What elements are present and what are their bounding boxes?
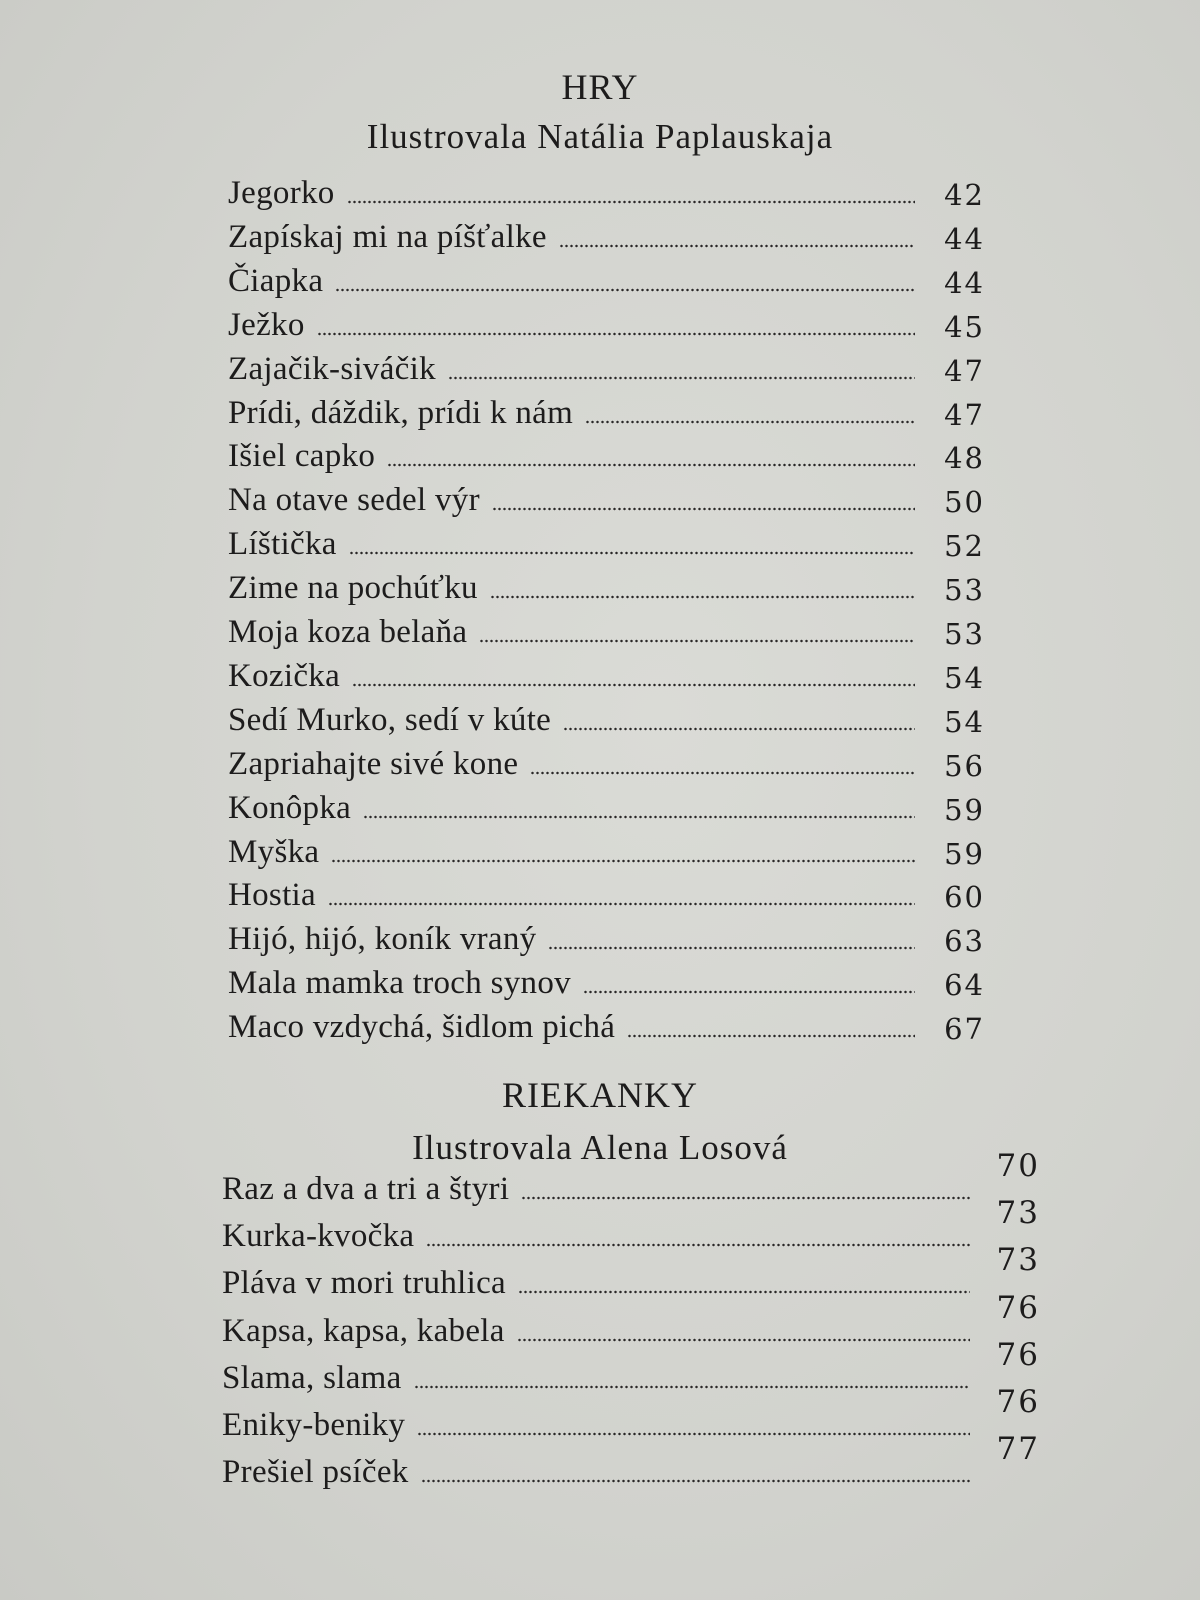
toc-entry: [228, 258, 985, 298]
toc-entry-page-number: 53: [944, 617, 985, 651]
dot-leader: [448, 376, 915, 380]
toc-entry: [228, 829, 985, 869]
dot-leader: [352, 683, 915, 687]
dot-leader: [414, 1385, 970, 1389]
dot-leader: [417, 1432, 970, 1436]
toc-entry-title: Zapískaj mi na píšťalke: [228, 218, 547, 255]
toc-entry-title: Ježko: [228, 306, 305, 343]
dot-leader: [479, 639, 915, 643]
toc-entry-page-number: 77: [996, 1431, 1040, 1468]
toc-entry: [228, 741, 985, 781]
toc-entry-title: Pláva v mori truhlica: [222, 1265, 506, 1302]
toc-entry: [222, 1384, 1040, 1443]
section-title: RIEKANKY: [502, 1075, 698, 1115]
dot-leader: [518, 1290, 970, 1294]
toc-entry-title: Na otave sedel výr: [228, 482, 480, 519]
toc-entry: [228, 872, 985, 915]
toc-entry-title: Prešiel psíček: [222, 1454, 409, 1491]
toc-entry: [222, 1431, 1040, 1491]
toc-entry-page-number: 59: [944, 836, 985, 871]
dot-leader: [363, 815, 915, 819]
toc-entry-page-number: 44: [944, 265, 985, 300]
toc-entry-title: Eniky-beniky: [222, 1407, 406, 1443]
toc-entry-page-number: 64: [944, 968, 985, 1003]
dot-leader: [521, 1196, 970, 1200]
toc-entry: [222, 1148, 1040, 1207]
toc-entry: [228, 785, 985, 825]
dot-leader: [490, 595, 915, 599]
toc-entry-page-number: 47: [944, 397, 985, 432]
toc-entry-title: Mala mamka troch synov: [228, 965, 571, 1002]
toc-entry-page-number: 54: [944, 704, 985, 739]
toc-entry-title: Kozička: [228, 657, 341, 694]
toc-entry-page-number: 63: [944, 924, 985, 959]
toc-entry-page-number: 50: [944, 485, 985, 520]
dot-leader: [328, 902, 915, 906]
toc-entry-title: Prídi, dáždik, prídi k nám: [228, 394, 574, 431]
dot-leader: [335, 288, 915, 292]
dot-leader: [530, 771, 915, 775]
dot-leader: [548, 946, 915, 950]
toc-entry-title: Zajačik-siváčik: [228, 350, 436, 387]
toc-entry: [228, 477, 985, 520]
toc-entry-page-number: 48: [944, 441, 985, 476]
toc-entry: [228, 302, 985, 342]
toc-entry: [228, 170, 985, 210]
toc-entry-page-number: 53: [944, 573, 985, 608]
dot-leader: [583, 990, 915, 994]
toc-entry-title: Sedí Murko, sedí v kúte: [228, 701, 552, 738]
dot-leader: [563, 727, 915, 731]
toc-entry: [228, 433, 985, 476]
toc-entry-page-number: 70: [996, 1148, 1040, 1184]
section-title: HRY: [561, 67, 639, 107]
toc-entry-page-number: 47: [944, 353, 985, 388]
toc-entry-page-number: 76: [996, 1289, 1040, 1326]
dot-leader: [347, 200, 915, 204]
dot-leader: [517, 1338, 970, 1342]
toc-entry: [222, 1289, 1040, 1349]
toc-entry-title: Hijó, hijó, koník vraný: [228, 921, 537, 958]
dot-leader: [387, 463, 915, 467]
toc-entry-page-number: 60: [944, 880, 985, 915]
toc-entry-page-number: 67: [944, 1012, 985, 1047]
toc-entry: [228, 346, 985, 386]
toc-entry: [222, 1336, 1040, 1396]
dot-leader: [559, 244, 915, 248]
toc-entry-title: Raz a dva a tri a štyri: [222, 1171, 510, 1207]
toc-entry-page-number: 73: [996, 1195, 1040, 1232]
dot-leader: [492, 507, 915, 511]
toc-entry: [228, 609, 985, 649]
toc-entry-page-number: 45: [944, 309, 985, 344]
toc-entry-title: Líštička: [228, 526, 337, 563]
illustrator-credit: Ilustrovala Natália Paplauskaja: [366, 117, 834, 156]
toc-entry-title: Kapsa, kapsa, kabela: [222, 1312, 505, 1349]
toc-entry-page-number: 52: [944, 529, 985, 564]
dot-leader: [627, 1034, 915, 1038]
toc-entry-page-number: 76: [996, 1384, 1040, 1420]
toc-entry-page-number: 73: [996, 1242, 1040, 1279]
dot-leader: [585, 420, 915, 424]
toc-entry-page-number: 59: [944, 792, 985, 827]
toc-entry-title: Konôpka: [228, 789, 352, 826]
illustrator-credit: Ilustrovala Alena Losová: [412, 1128, 788, 1167]
toc-entry-page-number: 42: [944, 178, 985, 212]
toc-entry-title: Kurka-kvočka: [222, 1218, 415, 1255]
toc-entry: [228, 565, 985, 608]
dot-leader: [331, 859, 915, 863]
toc-entry-title: Hostia: [228, 877, 316, 914]
toc-entry-title: Slama, slama: [222, 1359, 402, 1396]
toc-entry-title: Maco vzdychá, šidlom pichá: [228, 1009, 616, 1046]
dot-leader: [426, 1243, 970, 1247]
toc-entry: [228, 960, 985, 1003]
toc-entry-title: Čiapka: [228, 262, 324, 299]
toc-entry-title: Jegorko: [228, 175, 335, 211]
toc-entry-title: Myška: [228, 833, 320, 870]
toc-entry-title: Zapriahajte sivé kone: [228, 745, 519, 782]
toc-entry: [228, 916, 985, 959]
toc-entry-page-number: 56: [944, 748, 985, 783]
dot-leader: [421, 1479, 970, 1483]
toc-entry: [222, 1195, 1040, 1255]
toc-entry: [228, 653, 985, 693]
toc-entry-title: Zime na pochúťku: [228, 570, 478, 607]
toc-entry: [228, 390, 985, 430]
dot-leader: [349, 551, 915, 555]
dot-leader: [317, 332, 915, 336]
toc-entry-page-number: 44: [944, 221, 985, 256]
toc-entry: [228, 697, 985, 737]
toc-entry: [228, 1004, 985, 1047]
toc-entry: [228, 214, 985, 254]
toc-entry-title: Moja koza belaňa: [228, 614, 468, 650]
toc-entry: [228, 521, 985, 564]
toc-entry-title: Išiel capko: [228, 438, 376, 475]
toc-entry: [222, 1242, 1040, 1302]
toc-entry-page-number: 76: [996, 1336, 1040, 1373]
toc-entry-page-number: 54: [944, 660, 985, 695]
